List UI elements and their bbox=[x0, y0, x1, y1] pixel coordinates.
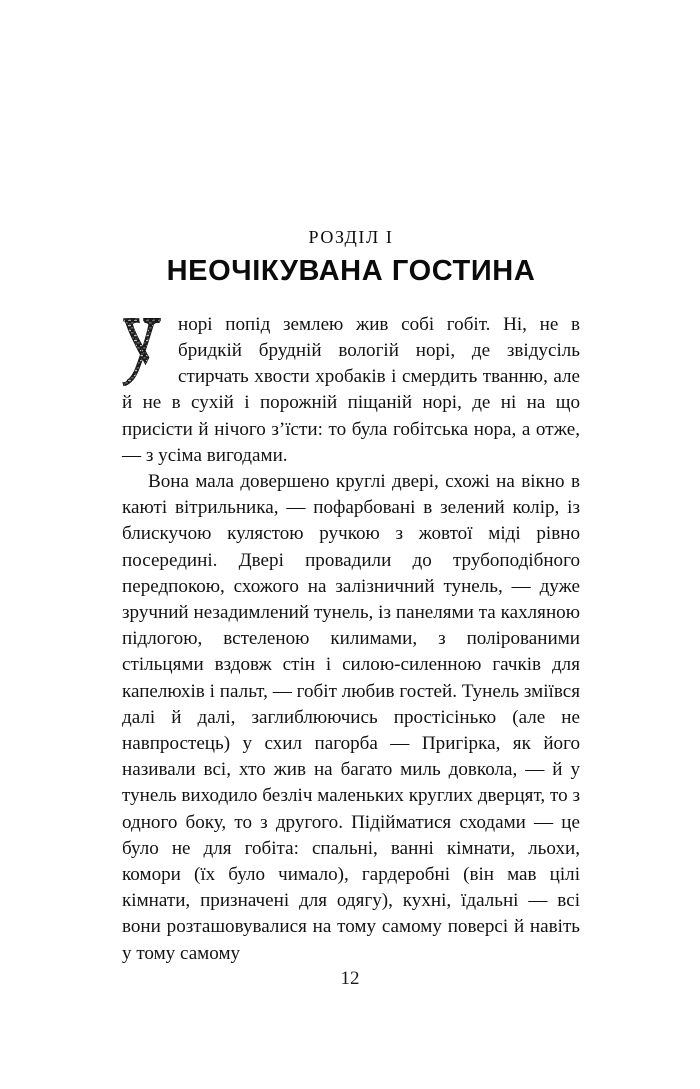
dropcap-letter-u-icon bbox=[122, 315, 174, 389]
paragraph-2 bbox=[122, 469, 580, 967]
page-content bbox=[122, 228, 580, 967]
chapter-title: НЕОЧІКУВАНА ГОСТИНА bbox=[166, 254, 536, 287]
paragraph-2-text: Вона мала довершено круглі двері, схожі на вікно в каюті вітрильника, — пофарбовані в зелений колір, із блискучою кулястою ручкою з жовтої міді рівно посередині. Двері провадили до трубоподібного передпокою, схожого на залізничний тунель, — дуже зручний незадимлений тунель, із панелями та кахляною підлогою, встеленою килимами, з полірованими стільцями вздовж стін і силою-силенною гачків для капелюхів і пальт, — гобіт любив гостей. Тунель зміївся далі й далі, заглиблюючись простісінько (але не навпростець) у схил пагорба — Пригірка, як його називали всі, хто жив на багато миль довкола, — й у тунель виходило безліч маленьких круглих дверцят, то з одного боку, то з другого. Підійматися сходами — це було не для гобіта: спальні, ванні кімнати, льохи, комори (їх було чимало), гардеробні (він мав цілі кімнати, призначені для одягу), кухні, їдальні — всі вони розташовувалися на тому самому поверсі й навіть у тому самому bbox=[122, 470, 580, 964]
paragraph-1-text: норі попід землею жив собі гобіт. Ні, не в бридкій брудній вологій норі, де звідусіль стирчать хвости хробаків і смердить тванню, але й не в сухій і порожній піщаній норі, де ні на що присісти й нічого з’їсти: то була гобітська нора, а отже, — з усіма вигодами. bbox=[122, 313, 580, 466]
paragraph-1 bbox=[122, 312, 580, 469]
page-number: 12 bbox=[340, 968, 360, 989]
body-text bbox=[122, 312, 580, 967]
chapter-number: РОЗДІЛ I bbox=[308, 227, 394, 247]
